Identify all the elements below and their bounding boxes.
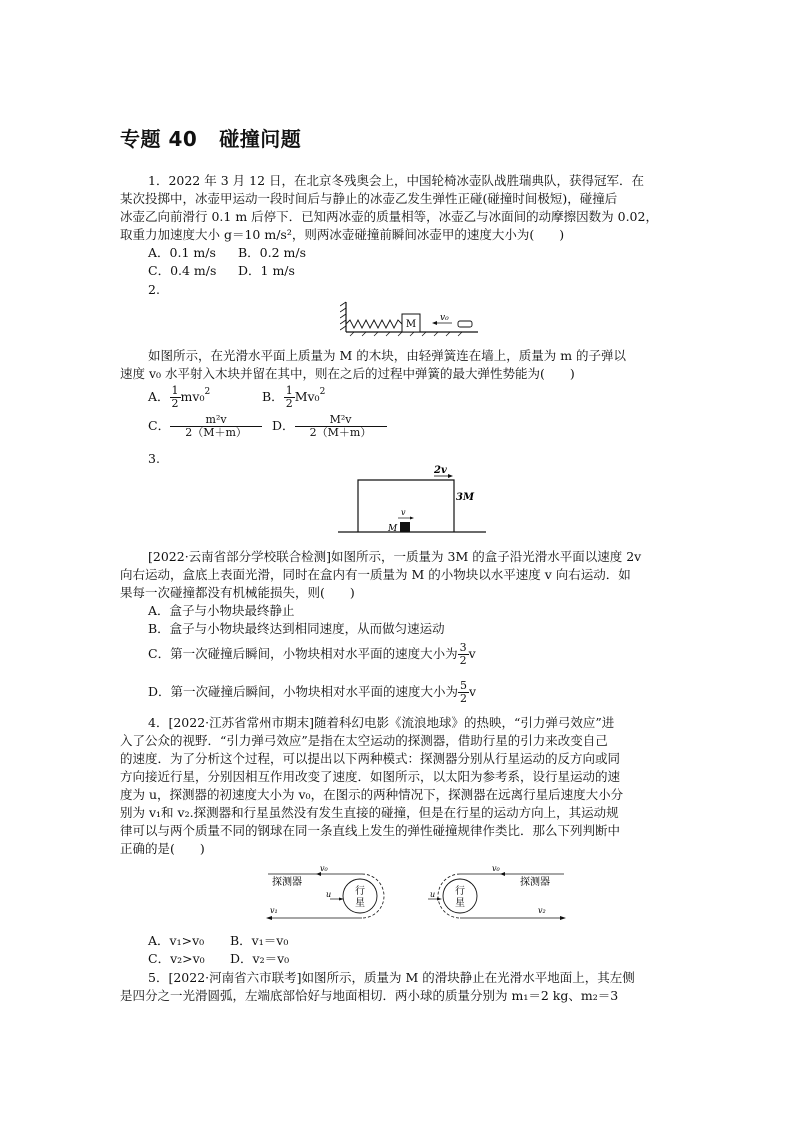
v1-label: v₁ xyxy=(270,906,278,915)
q4-line: 度为 u，探测器的初速度大小为 v₀，在图示的两种情况下，探测器在远离行星后速度大小分 xyxy=(120,787,624,802)
v2-label: v₂ xyxy=(538,906,546,915)
q2-line: 如图所示，在光滑水平面上质量为 M 的木块，由轻弹簧连在墙上，质量为 m 的子弹以 xyxy=(148,348,627,363)
q5-line: 是四分之一光滑圆弧，左端底部恰好与地面相切．两小球的质量分别为 m₁＝2 kg、m₂＝3 xyxy=(120,988,619,1003)
q3-line: 向右运动，盒底上表面光滑，同时在盒内有一质量为 M 的小物块以水平速度 v 向右运动．如 xyxy=(120,567,631,582)
spring xyxy=(346,320,402,328)
q4-line: 4．[2022·江苏省常州市期末]随着科幻电影《流浪地球》的热映，“引力弹弓效应”进 xyxy=(148,715,615,730)
q1-option-b: B．0.2 m/s xyxy=(238,245,307,260)
q3-option-c: C．第一次碰撞后瞬间，小物块相对水平面的速度大小为 $\frac{3}{2}$ v xyxy=(148,641,476,667)
v0-label: v₀ xyxy=(320,864,328,873)
planet-char-2: 星 xyxy=(455,898,465,909)
q2-option-a: A． $\frac{1}{2}$ mv₀$^2$ xyxy=(148,384,211,410)
q3-number: 3. xyxy=(148,451,160,466)
box-velocity-label: 2v xyxy=(434,465,447,476)
q4-option-b: B．v₁＝v₀ xyxy=(230,933,289,948)
q1-line: 冰壶乙向前滑行 0.1 m 后停下．已知两冰壶的质量相等，冰壶乙与冰面间的动摩擦因数为 0.02， xyxy=(120,209,658,224)
case-right xyxy=(428,864,566,920)
bullet xyxy=(458,321,472,327)
small-block xyxy=(400,522,410,532)
q4-line: 的速度．为了分析这个过程，可以提出以下两种模式：探测器分别从行星运动的反方向或同 xyxy=(120,751,621,766)
q3-option-a: A．盒子与小物块最终静止 xyxy=(148,603,295,618)
box-mass-label: 3M xyxy=(456,492,475,503)
case-left xyxy=(266,864,384,920)
q4-option-c: C．v₂>v₀ xyxy=(148,951,205,966)
u-label: u xyxy=(326,890,332,899)
q3-line: 果每一次碰撞都没有机械能损失，则( ) xyxy=(120,585,355,600)
q3-option-b: B．盒子与小物块最终达到相同速度，从而做匀速运动 xyxy=(148,621,445,636)
q4-line: 正确的是( ) xyxy=(120,841,205,856)
q2-line: 速度 v₀ 水平射入木块并留在其中，则在之后的过程中弹簧的最大弹性势能为( ) xyxy=(120,366,575,381)
q2-option-c: C． $\frac{\text{m²v}}{2(M+m)}$ xyxy=(148,414,262,439)
q1-option-d: D．1 m/s xyxy=(238,263,295,278)
q4-line: 方向接近行星，分别因相互作用改变了速度．如图所示，以太阳为参考系，设行星运动的速 xyxy=(120,769,621,784)
q4-line: 入了公众的视野．“引力弹弓效应”是指在太空运动的探测器，借助行星的引力来改变自己 xyxy=(120,733,608,748)
probe-label: 探测器 xyxy=(520,877,550,888)
q1-option-a: A．0.1 m/s xyxy=(148,245,216,260)
q1-option-c: C．0.4 m/s xyxy=(148,263,217,278)
block-velocity-label: v xyxy=(401,508,406,517)
page-title xyxy=(120,123,301,152)
planet-char-1: 行 xyxy=(355,886,365,897)
v0-label: v₀ xyxy=(440,313,449,323)
block-label: M xyxy=(405,319,417,330)
q3-option-d: D．第一次碰撞后瞬间，小物块相对水平面的速度大小为 $\frac{5}{2}$ v xyxy=(148,679,477,705)
q2-number: 2. xyxy=(148,282,160,297)
topic-number: 专题 40 xyxy=(120,127,198,151)
block-mass-label: M xyxy=(388,524,398,534)
q1-line: 1．2022 年 3 月 12 日，在北京冬残奥会上，中国轮椅冰壶队战胜瑞典队，获得冠军．在 xyxy=(148,173,644,188)
q1-line: 某次投掷中，冰壶甲运动一段时间后与静止的冰壶乙发生弹性正碰(碰撞时间极短)，碰撞后 xyxy=(120,191,618,206)
spring-block-figure xyxy=(340,298,480,338)
q4-line: 律可以与两个质量不同的钢球在同一条直线上发生的弹性碰撞规律作类比．那么下列判断中 xyxy=(120,823,621,838)
topic-name: 碰撞问题 xyxy=(219,127,302,151)
q4-line: 别为 v₁和 v₂.探测器和行星虽然没有发生直接的碰撞，但是在行星的运动方向上，其运动规 xyxy=(120,805,619,820)
planet-char-1: 行 xyxy=(455,886,465,897)
q2-option-d: D． $\frac{\text{M²v}}{2(M+m)}$ xyxy=(272,414,387,439)
v0-label: v₀ xyxy=(492,864,500,873)
u-label: u xyxy=(430,890,436,899)
planet-char-2: 星 xyxy=(355,898,365,909)
box-block-figure xyxy=(338,460,488,538)
q3-line: [2022·云南省部分学校联合检测]如图所示，一质量为 3M 的盒子沿光滑水平面以速度 2v xyxy=(148,549,642,564)
slingshot-figure xyxy=(264,864,574,926)
q5-line: 5．[2022·河南省六市联考]如图所示，质量为 M 的滑块静止在光滑水平地面上，其左侧 xyxy=(148,970,635,985)
q2-option-b: B． $\frac{1}{2}$ Mv₀$^2$ xyxy=(262,384,326,410)
q4-option-a: A．v₁>v₀ xyxy=(148,933,205,948)
q4-option-d: D．v₂＝v₀ xyxy=(230,951,290,966)
q1-line: 取重力加速度大小 g＝10 m/s²，则两冰壶碰撞前瞬间冰壶甲的速度大小为( ) xyxy=(120,227,565,242)
probe-label: 探测器 xyxy=(272,877,302,888)
